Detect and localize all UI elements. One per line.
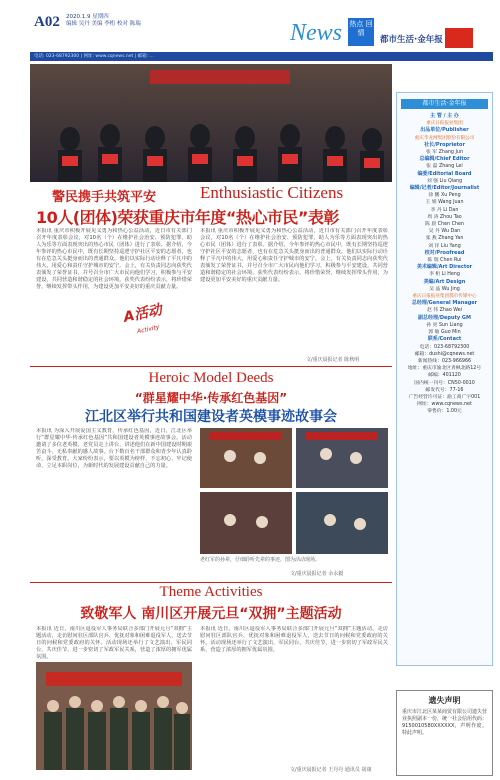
- sidebar-row: 李 丹 Li Dan: [430, 207, 459, 213]
- sidebar-row: 刘 洋 Liu Yang: [428, 243, 461, 249]
- hot-label: 热点 回情: [348, 18, 374, 46]
- article3-english-title: Theme Activities: [159, 584, 263, 600]
- divider: [30, 582, 392, 583]
- lost-notice: [396, 690, 493, 776]
- article2-kicker: “群星耀中华·传承红色基因”: [134, 391, 288, 405]
- article2-caption: 老红军的孙辈，仔细聆听先辈的事迹。图为活动现场。: [200, 557, 321, 563]
- article2-headline: 江北区举行共和国建设者英模事迹故事会: [85, 409, 337, 425]
- sidebar-row: 徐 鹏 Xu Peng: [428, 193, 461, 199]
- sidebar-row: 张 磊 Zhang Lei: [426, 164, 463, 170]
- activity-badge: [117, 298, 177, 340]
- sidebar-row: 郭 敏 Guo Min: [428, 330, 461, 336]
- activity-badge-sub: Activity: [136, 323, 161, 336]
- sidebar-row: 总经理/General Manager: [411, 300, 478, 307]
- date-line: [66, 14, 141, 28]
- article3-body-right: 本报讯 近日，南川区退役军人事务局联合多部门开展元旦“双拥”主题活动，走访慰问驻区部队官兵、优抚对象和困难退役军人，送去节日的问候和党委政府的关怀。活动现场还举行了文艺演出，军民同台，共庆佳节，进一步密切了军政军民关系，营造了浓厚的拥军优属氛围。: [200, 626, 388, 653]
- issue-date: 2020.1.9 星期四: [66, 14, 109, 20]
- sidebar-row: 陈 晨 Chen Chen: [425, 222, 464, 228]
- ceremony-photo: [30, 64, 392, 182]
- notice-title: 遗失声明: [428, 696, 461, 705]
- sidebar-row: 网址：www.cqnews.net: [417, 402, 472, 408]
- sidebar-row: 刘 强 Liu Qiang: [426, 178, 463, 184]
- sidebar-row: 周 涛 Zhou Tao: [427, 214, 462, 220]
- activity-badge-text: A活动: [115, 292, 180, 332]
- page-number: A02: [34, 14, 60, 30]
- sidebar-row: 总编辑/Chief Editor: [419, 156, 470, 163]
- sidebar-logo: 都市生活·金年报: [401, 99, 488, 109]
- sidebar-row: 广告经营许可证：渝工商广字001: [408, 394, 481, 400]
- article1-byline: 文/重庆晨报记者 陈秋明: [306, 357, 360, 363]
- article2-body: 本报讯 为深入开展爱国主义教育，传承红色基因，近日，江北区举行“群星耀中华·传承红色基因”共和国建设者英模事迹故事会。活动邀请了多位老英模、老党员走上讲台，讲述他们在新中国建设时期艰苦奋斗、无私奉献的感人故事。台下数百名干部群众和青少年认真聆听，深受教育。大家纷纷表示，要以英模为榜样，不忘初心、牢记使命，立足本职岗位，为新时代的发展建设贡献自己的力量。: [36, 428, 192, 469]
- sidebar-row: 邮箱：dushi@cqnews.net: [414, 351, 475, 357]
- sidebar-row: 邮发代号：77-16: [425, 387, 464, 393]
- article2-byline: 文/重庆晨报记者 余永毅: [290, 571, 344, 577]
- notice-body: 重庆市江北区某某商贸有限公司遗失营业执照副本一份，统一社会信用代码：9150010580XXXXXX，声明作废。特此声明。: [402, 709, 488, 736]
- event-photos: [200, 428, 388, 554]
- brand-logo: [445, 28, 473, 48]
- sidebar-row: 陈 瑞 Chen Rui: [427, 258, 462, 264]
- sidebar-row: 吴 晶 Wu Jing: [429, 286, 460, 292]
- news-wordmark: News: [290, 20, 343, 46]
- article2-photo-grid: [200, 428, 388, 554]
- sidebar-row: 美术编辑/Art Director: [416, 264, 473, 271]
- sidebar-row: 美编/Art Design: [423, 278, 466, 285]
- article3-headline: 致敬军人 南川区开展元旦“双拥”主题活动: [80, 606, 342, 622]
- sidebar-row: 吴 丹 Wu Dan: [428, 229, 461, 235]
- article3-body-left: 本报讯 近日，南川区退役军人事务局联合多部门开展元旦“双拥”主题活动，走访慰问驻区部队官兵、优抚对象和困难退役军人，送去节日的问候和党委政府的关怀。活动现场还举行了文艺演出，军民同台，共庆佳节，进一步密切了军政军民关系，营造了浓厚的拥军优属氛围。: [36, 626, 192, 660]
- brand-name: 都市生活·金年报: [380, 35, 443, 45]
- sidebar-row: 李 桁 Li Heng: [429, 272, 460, 278]
- contact-strip: 电话: 023-68792300 | 网址: www.cqnews.net | 邮箱: ...: [30, 52, 493, 61]
- sidebar-row: 主 管 / 主 办: [430, 113, 459, 119]
- sidebar-row: 联系/Contact: [427, 336, 462, 343]
- sidebar-row: 编委/Editorial Board: [417, 170, 472, 177]
- sidebar-row: 邮编：401120: [428, 373, 461, 379]
- article3-byline: 文/重庆晨报记者 王丹丹 通讯员 胡康: [290, 767, 372, 773]
- sidebar-row: 重庆华龙网集团股份有限公司: [414, 135, 475, 141]
- sidebar-row: 重庆日报报业集团都市传媒中心: [412, 294, 477, 300]
- sidebar-row: 校对/Proofread: [424, 249, 465, 256]
- sidebar-row: 零售价：1.00元: [427, 409, 462, 415]
- sidebar-row: 编辑/记者/Editor/Journalist: [409, 185, 480, 192]
- article1-body-right: 本报讯 重庆市积极开展见义勇为和热心公益活动，近日市有关部门召开年度表彰会议，对10名（个）在维护社会治安、预防犯罪、助人为乐等方面表现突出的热心市民（团体）进行了表彰。据介绍，今年参评的热心市民中，既有长期坚持巡逻守护社区平安的志愿者，也有在危急关头挺身而出的普通群众。他们以实际行动诠释了平凡中的伟大，用爱心和责任守护城市的安宁。会上，有关负责同志向获奖代表颁发了荣誉证书，并号召全市广大市民向他们学习，积极参与平安建设，共同营造和谐稳定的社会环境。获奖代表纷纷表示，将珍惜荣誉，继续发挥带头作用，为建设更加平安美好的重庆贡献力量。: [200, 228, 388, 283]
- article1-headline: 10人(团体)荣获重庆市年度“热心市民”表彰: [36, 208, 339, 227]
- article2-english-title: Heroic Model Deeds: [148, 370, 274, 386]
- sidebar-row: 重庆日报报业集团: [426, 121, 463, 127]
- section-credits: 编辑 吴丹 美编 李桁 校对 陈瑞: [66, 21, 141, 27]
- sidebar-rows: [397, 113, 492, 416]
- sidebar-row: 赵 伟 Zhao Wei: [426, 308, 463, 314]
- article1-photo: [30, 64, 392, 182]
- sidebar-row: 副总经理/Deputy GM: [418, 314, 471, 321]
- sidebar-row: 张 军 Zhang Jun: [425, 150, 463, 156]
- sidebar-row: 张 燕 Zhang Yan: [425, 236, 464, 242]
- sidebar-row: 地址：重庆市渝北区青枫北路12号: [407, 366, 482, 372]
- sidebar-row: 王 娟 Wang Juan: [425, 200, 464, 206]
- sidebar-row: 新闻热线：023-966966: [417, 358, 472, 364]
- group-photo: [36, 662, 192, 770]
- article1-english-title: Enthusiastic Citizens: [200, 183, 344, 202]
- masthead-sidebar: [396, 92, 493, 666]
- sidebar-row: 国内统一刊号：CN50-0010: [414, 380, 475, 386]
- divider: [30, 366, 392, 367]
- sidebar-row: 社长/Proprietor: [424, 141, 465, 148]
- article3-photo: [36, 662, 192, 770]
- sidebar-row: 孙 亮 Sun Liang: [426, 322, 463, 328]
- article1-kicker: 警民携手共筑平安: [52, 190, 157, 205]
- article1-body-left: 本报讯 重庆市积极开展见义勇为和热心公益活动，近日市有关部门召开年度表彰会议，对10名（个）在维护社会治安、预防犯罪、助人为乐等方面表现突出的热心市民（团体）进行了表彰。据介绍，今年参评的热心市民中，既有长期坚持巡逻守护社区平安的志愿者，也有在危急关头挺身而出的普通群众。他们以实际行动诠释了平凡中的伟大，用爱心和责任守护城市的安宁。会上，有关负责同志向获奖代表颁发了荣誉证书，并号召全市广大市民向他们学习，积极参与平安建设，共同营造和谐稳定的社会环境。获奖代表纷纷表示，将珍惜荣誉，继续发挥带头作用，为建设更加平安美好的重庆贡献力量。: [36, 228, 192, 290]
- sidebar-row: 出品单位/Publisher: [420, 127, 469, 134]
- sidebar-row: 电话：023-68792300: [419, 344, 470, 350]
